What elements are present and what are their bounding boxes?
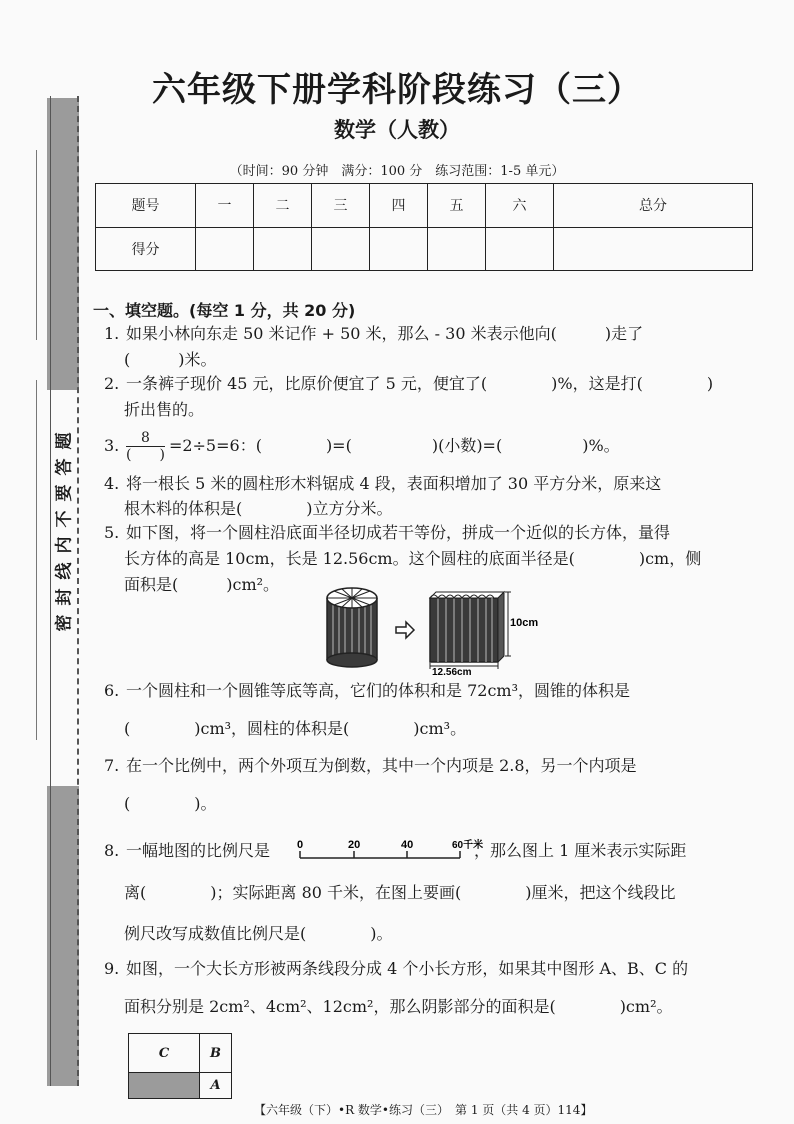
question-number: 5. [104, 523, 120, 542]
question-text: ，那么图上 1 厘米表示实际距 [474, 841, 687, 860]
question-5 [104, 522, 670, 544]
question-number: 2. [104, 374, 120, 393]
exam-info: （时间：90 分钟 满分：100 分 练习范围：1-5 单元） [229, 164, 565, 179]
score-entry-cell[interactable] [196, 227, 254, 271]
cylinder-to-cuboid-figure [322, 582, 562, 676]
rect-b: B [199, 1033, 232, 1073]
question-number: 7. [104, 756, 120, 775]
rect-c: C [128, 1033, 200, 1073]
figure-length-label: 12.56cm [432, 667, 472, 676]
question-number: 3. [104, 436, 120, 455]
table-cell: 得分 [96, 227, 196, 271]
question-text: 将一根长 5 米的圆柱形木料锯成 4 段，表面积增加了 30 平方分米，原来这 [126, 474, 662, 493]
page-title: 六年级下册学科阶段练习（三） [152, 70, 642, 110]
table-cell: 题号 [96, 184, 196, 228]
side-lines [30, 150, 44, 750]
question-text: 面积是( )cm²。 [124, 575, 280, 594]
binding-char: 内 [54, 536, 74, 554]
question-text: 一幅地图的比例尺是 [126, 841, 271, 860]
question-4 [104, 473, 661, 495]
rect-a: A [199, 1072, 232, 1099]
score-table-score-row [96, 227, 753, 271]
binding-char: 不 [54, 510, 74, 528]
arrow-right-icon [396, 622, 414, 638]
margin-bar-bottom [47, 786, 79, 1086]
score-entry-cell[interactable] [554, 227, 753, 271]
scale-label: 60千米 [452, 840, 484, 851]
question-text: 如果小林向东走 50 米记作 + 50 米，那么 - 30 米表示他向( )走了 [126, 324, 644, 343]
question-number: 6. [104, 681, 120, 700]
table-cell: 三 [312, 184, 370, 228]
question-9 [104, 958, 688, 980]
score-entry-cell[interactable] [486, 227, 554, 271]
section-heading: 一、填空题。(每空 1 分，共 20 分) [93, 301, 356, 320]
binding-char: 要 [54, 484, 74, 502]
question-6 [104, 680, 630, 702]
score-entry-cell[interactable] [312, 227, 370, 271]
question-number: 4. [104, 474, 120, 493]
question-text: 一个圆柱和一个圆锥等底等高，它们的体积和是 72cm³，圆锥的体积是 [126, 681, 630, 700]
question-text: 在一个比例中，两个外项互为倒数，其中一个内项是 2.8，另一个内项是 [126, 756, 637, 775]
scale-label: 20 [348, 839, 361, 851]
question-text: ( )米。 [124, 350, 217, 369]
table-cell: 六 [486, 184, 554, 228]
question-text: 折出售的。 [124, 400, 205, 419]
fraction-denominator: ( ) [126, 447, 165, 463]
question-2 [104, 373, 713, 395]
question-number: 9. [104, 959, 120, 978]
question-text: 长方体的高是 10cm，长是 12.56cm。这个圆柱的底面半径是( )cm，侧 [124, 549, 702, 568]
cuboid-figure [430, 592, 511, 669]
question-text: 如图，一个大长方形被两条线段分成 4 个小长方形，如果其中图形 A、B、C 的 [126, 959, 689, 978]
table-cell: 五 [428, 184, 486, 228]
question-1 [104, 323, 643, 345]
question-text: 如下图，将一个圆柱沿底面半径切成若干等份，拼成一个近似的长方体，量得 [126, 523, 671, 542]
rect-shaded [128, 1072, 200, 1099]
question-text: 面积分别是 2cm²、4cm²、12cm²，那么阴影部分的面积是( )cm²。 [124, 997, 673, 1016]
question-text: 根木料的体积是( )立方分米。 [124, 499, 393, 518]
fraction [126, 430, 165, 463]
table-cell: 四 [370, 184, 428, 228]
table-cell: 总分 [554, 184, 753, 228]
question-number: 8. [104, 841, 120, 860]
binding-char: 密 [54, 614, 74, 632]
scale-label: 0 [297, 839, 304, 851]
score-table [95, 183, 753, 271]
score-entry-cell[interactable] [428, 227, 486, 271]
question-text: 离( )；实际距离 80 千米，在图上要画( )厘米，把这个线段比 [124, 883, 676, 902]
question-3 [104, 430, 620, 463]
question-number: 1. [104, 324, 120, 343]
table-cell: 一 [196, 184, 254, 228]
table-cell: 二 [254, 184, 312, 228]
binding-char: 封 [54, 588, 74, 606]
score-entry-cell[interactable] [370, 227, 428, 271]
question-text: ( )cm³，圆柱的体积是( )cm³。 [124, 719, 467, 738]
binding-char: 题 [54, 432, 74, 450]
rectangle-figure [128, 1033, 232, 1099]
question-text: ( )。 [124, 794, 217, 813]
scale-label: 40 [401, 839, 414, 851]
fraction-numerator: 8 [126, 430, 165, 447]
binding-notice [53, 428, 75, 636]
question-7 [104, 755, 637, 777]
cylinder-figure [327, 588, 377, 667]
score-table-header-row [96, 184, 753, 228]
page-footer: 【六年级（下）•R 数学•练习（三） 第 1 页（共 4 页）114】 [254, 1103, 593, 1117]
map-scale-bar [296, 836, 496, 866]
question-text: =2÷5=6：( )=( )(小数)=( )%。 [168, 436, 620, 455]
question-text: 一条裤子现价 45 元，比原价便宜了 5 元，便宜了( )%，这是打( ) [126, 374, 714, 393]
figure-height-label: 10cm [510, 617, 539, 629]
question-text: 例尺改写成数值比例尺是( )。 [124, 924, 393, 943]
score-entry-cell[interactable] [254, 227, 312, 271]
binding-char: 线 [54, 562, 74, 580]
binding-char: 答 [54, 458, 74, 476]
page-subtitle: 数学（人教） [334, 118, 460, 142]
